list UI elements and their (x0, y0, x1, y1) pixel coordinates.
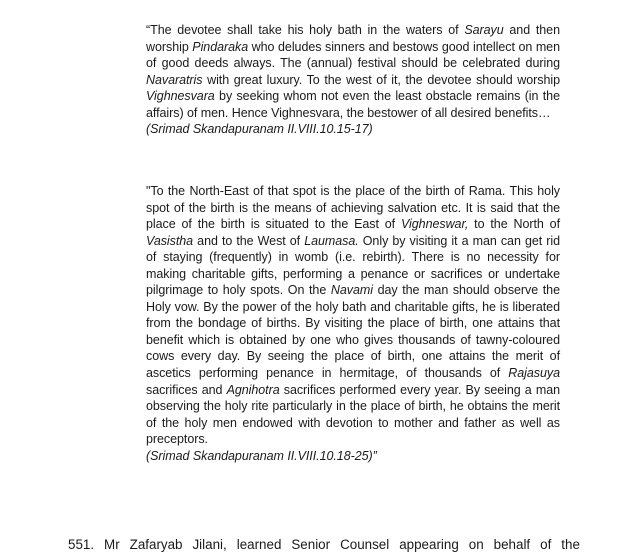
quote-2-citation: (Srimad Skandapuranam II.VIII.10.18-25)” (146, 448, 377, 463)
paragraph-word: Zafaryab (129, 537, 183, 552)
quote-2-body: "To the North-East of that spot is the place of the birth of Rama. This holy spot of the birth is the means of achieving salvation etc. It is said that the place of the birth is situated to the East of Vighneswar, to the North of Vasistha and to the West of Laumasa. Only by visiting it a man can get rid of staying (frequently) in womb (i.e. rebirth). There is no necessity for making charitable gifts, performing a penance or sacrifices or undertake pilgrimage to holy spots. On the Navami day the man should observe the Holy vow. By the power of the holy bath and charitable gifts, he is liberated from the bondage of births. By visiting the place of birth, one attains that benefit which is obtained by one who gives thousands of tawny-coloured cows every day. By seeing the place of birth, one attains the merit of ascetics performing penance in hermitage, of thousands of Rajasuya sacrifices and Agnihotra sacrifices performed every year. By seeing a man observing the holy rite particularly in the place of birth, he obtains the merit of the holy men endowed with devotion to mother and father as well as preceptors. (146, 184, 560, 447)
italic-term: Vasistha (146, 233, 194, 248)
paragraph-word: Mr (104, 537, 120, 552)
italic-term: Pindaraka (192, 39, 249, 54)
quote-block-1 (146, 22, 560, 138)
italic-term: Agnihotra (226, 382, 280, 397)
italic-term: Vighnesvara (146, 89, 215, 104)
italic-term: Laumasa. (304, 233, 359, 248)
paragraph-number: 551. (68, 537, 95, 552)
paragraph-551 (68, 536, 580, 554)
italic-term: Navami (330, 283, 373, 298)
paragraph-word: Counsel (340, 537, 390, 552)
paragraph-word: the (561, 537, 580, 552)
quote-block-2 (146, 183, 560, 464)
paragraph-word: Senior (291, 537, 331, 552)
paragraph-word: of (540, 537, 552, 552)
italic-term: Rajasuya (508, 366, 560, 381)
paragraph-word: appearing (399, 537, 459, 552)
paragraph-word: behalf (493, 537, 531, 552)
paragraph-word: Jilani, (192, 537, 227, 552)
italic-term: Sarayu (464, 23, 504, 37)
italic-term: Vighneswar, (400, 217, 469, 232)
quote-1-citation: (Srimad Skandapuranam II.VIII.10.15-17) (146, 122, 373, 137)
paragraph-word: on (468, 537, 484, 552)
quote-1-body: “The devotee shall take his holy bath in the waters of Sarayu and then worship Pindaraka who deludes sinners and bestows good intellect on men of good deeds always. The (annual) festival should be celebrated during Navaratris with great luxury. To the west of it, the devotee should worship Vighnesvara by seeking whom not even the least obstacle remains (in the affairs) of men. Hence Vighnesvara, the bestower of all desired benefits… (146, 23, 560, 120)
paragraph-word: learned (236, 537, 282, 552)
italic-term: Navaratris (146, 72, 203, 87)
